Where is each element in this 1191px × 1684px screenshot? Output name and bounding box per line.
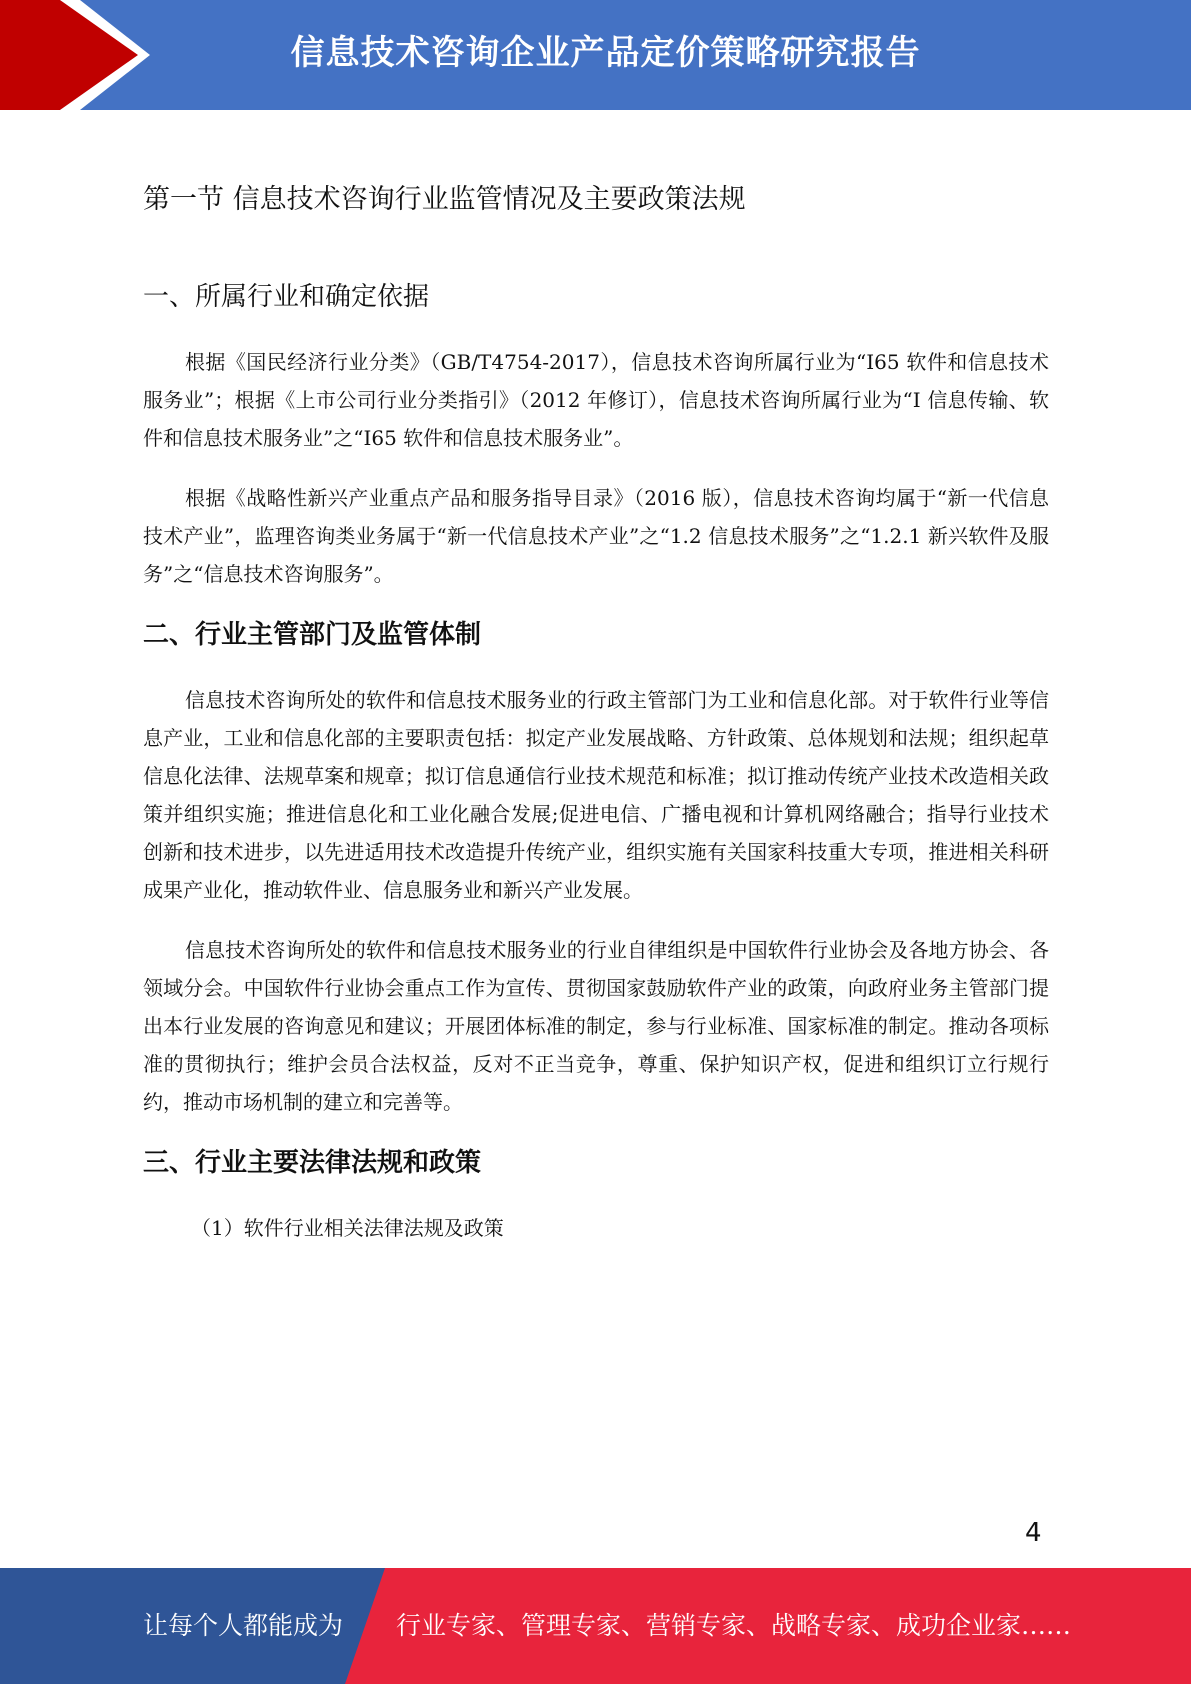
heading-regulatory-body: 二、行业主管部门及监管体制: [143, 620, 482, 650]
header-banner: [0, 0, 1191, 110]
paragraph: 信息技术咨询所处的软件和信息技术服务业的行政主管部门为工业和信息化部。对于软件行业等信息产业，工业和信息化部的主要职责包括：拟定产业发展战略、方针政策、总体规划和法规；组织起草信息化法律、法规草案和规章；拟订信息通信行业技术规范和标准；拟订推动传统产业技术改造相关政策并组织实施；推进信息化和工业化融合发展;促进电信、广播电视和计算机网络融合；指导行业技术创新和技术进步，以先进适用技术改造提升传统产业，组织实施有关国家科技重大专项，推进相关科研成果产业化，推动软件业、信息服务业和新兴产业发展。: [143, 688, 1049, 902]
sub-item: （1）软件行业相关法律法规及政策: [191, 1216, 504, 1240]
heading-industry-classification: 一、所属行业和确定依据: [143, 282, 430, 312]
footer-slogan-right: 行业专家、管理专家、营销专家、战略专家、成功企业家……: [396, 1611, 1072, 1640]
paragraph: 信息技术咨询所处的软件和信息技术服务业的行业自律组织是中国软件行业协会及各地方协会、各领域分会。中国软件行业协会重点工作为宣传、贯彻国家鼓励软件产业的政策，向政府业务主管部门提出本行业发展的咨询意见和建议；开展团体标准的制定，参与行业标准、国家标准的制定。推动各项标准的贯彻执行；维护会员合法权益，反对不正当竞争，尊重、保护知识产权，促进和组织订立行规行约，推动市场机制的建立和完善等。: [143, 938, 1049, 1114]
page-content: [143, 178, 1049, 1247]
report-title: 信息技术咨询企业产品定价策略研究报告: [290, 33, 921, 73]
section-title: 第一节 信息技术咨询行业监管情况及主要政策法规: [143, 184, 746, 215]
page-number: 4: [1025, 1518, 1042, 1548]
paragraph: 根据《战略性新兴产业重点产品和服务指导目录》（2016 版），信息技术咨询均属于“新一代信息技术产业”，监理咨询类业务属于“新一代信息技术产业”之“1.2 信息技术服务”之“1.2.1 新兴软件及服务”之“信息技术咨询服务”。: [143, 486, 1049, 586]
heading-laws-policies: 三、行业主要法律法规和政策: [143, 1148, 482, 1178]
footer-banner: [0, 1568, 1191, 1684]
footer-slogan-left: 让每个人都能成为: [143, 1611, 344, 1640]
paragraph: 根据《国民经济行业分类》（GB/T4754-2017），信息技术咨询所属行业为“I65 软件和信息技术服务业”；根据《上市公司行业分类指引》（2012 年修订），信息技术咨询所属行业为“I 信息传输、软件和信息技术服务业”之“I65 软件和信息技术服务业”。: [143, 350, 1049, 450]
